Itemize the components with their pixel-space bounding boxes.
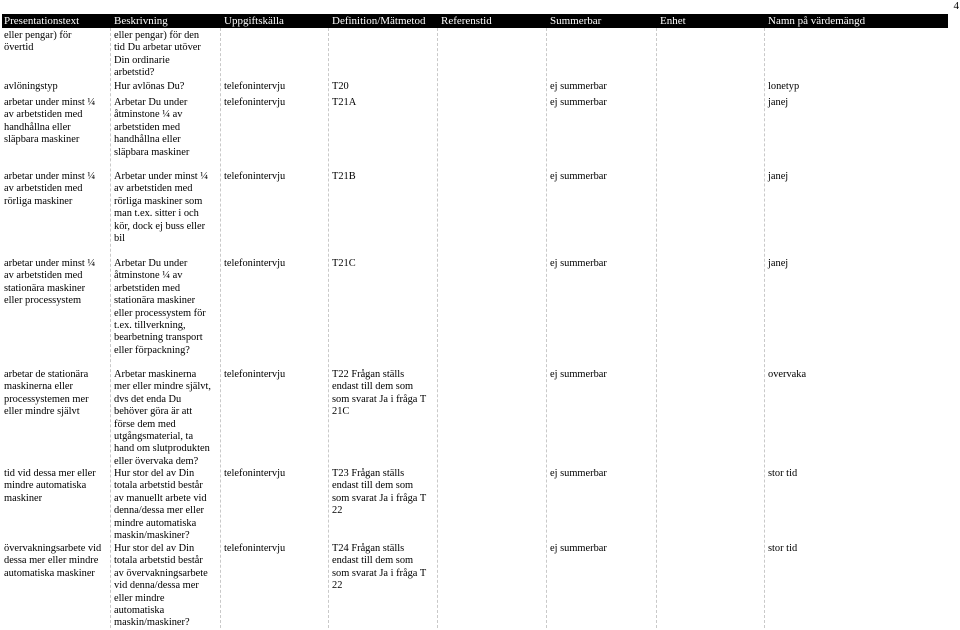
table-cell: T21B	[332, 171, 356, 182]
header-namn-pa-vardemangd: Namn på värdemängd	[768, 15, 866, 27]
table-cell: stor tid	[768, 468, 798, 479]
table-cell: tid vid dessa mer eller mindre automatiska maskiner	[4, 468, 96, 504]
table-cell: telefonintervju	[224, 97, 286, 108]
column-divider	[546, 28, 547, 628]
header-enhet: Enhet	[660, 15, 686, 27]
table-cell: T21C	[332, 258, 356, 269]
table-cell: arbetar de stationära maskinerna eller processystemen mer eller mindre självt	[4, 369, 89, 418]
table-cell: Arbetar maskinerna mer eller mindre självt, dvs det enda Du behöver göra är att förse dem med utgångsmaterial, ta hand om slutprodukten eller övervaka dem?	[114, 369, 211, 467]
table-cell: T23 Frågan ställs endast till dem som som svarat Ja i fråga T 22	[332, 468, 427, 517]
table-cell: lonetyp	[768, 81, 800, 92]
table-cell: ej summerbar	[550, 81, 607, 92]
table-cell: Hur stor del av Din totala arbetstid består av manuellt arbete vid denna/dessa mer eller mindre automatiska maskin/maskiner?	[114, 468, 207, 542]
table-cell: avlöningstyp	[4, 81, 58, 92]
table-cell: janej	[768, 171, 789, 182]
table-cell: T24 Frågan ställs endast till dem som som svarat Ja i fråga T 22	[332, 543, 427, 592]
column-divider	[328, 28, 329, 628]
header-uppgiftskalla: Uppgiftskälla	[224, 15, 284, 27]
table-cell: Hur stor del av Din totala arbetstid består av övervakningsarbete vid denna/dessa mer eller mindre automatiska maskin/maskiner?	[114, 543, 208, 629]
page-number: 4	[953, 0, 959, 12]
column-divider	[110, 28, 111, 628]
table-cell: janej	[768, 258, 789, 269]
table-cell: Hur avlönas Du?	[114, 81, 185, 92]
table-cell: arbetar under minst ¼ av arbetstiden med stationära maskiner eller processystem	[4, 258, 96, 307]
header-definition: Definition/Mätmetod	[332, 15, 426, 27]
table-cell: eller pengar) för den tid Du arbetar utöver Din ordinarie arbetstid?	[114, 30, 201, 79]
header-presentationstext: Presentationstext	[4, 15, 80, 27]
header-summerbar: Summerbar	[550, 15, 602, 27]
table-cell: overvaka	[768, 369, 807, 380]
table-cell: telefonintervju	[224, 81, 286, 92]
table-cell: ej summerbar	[550, 258, 607, 269]
table-cell: Arbetar Du under åtminstone ¼ av arbetstiden med handhållna eller släpbara maskiner	[114, 97, 190, 158]
table-cell: T20	[332, 81, 349, 92]
table-cell: telefonintervju	[224, 258, 286, 269]
column-divider	[220, 28, 221, 628]
table-cell: telefonintervju	[224, 543, 286, 554]
table-cell: telefonintervju	[224, 171, 286, 182]
table-cell: ej summerbar	[550, 97, 607, 108]
table-cell: ej summerbar	[550, 369, 607, 380]
column-divider	[437, 28, 438, 628]
table-cell: telefonintervju	[224, 369, 286, 380]
table-cell: telefonintervju	[224, 468, 286, 479]
table-cell: T22 Frågan ställs endast till dem som som svarat Ja i fråga T 21C	[332, 369, 427, 418]
table-cell: ej summerbar	[550, 543, 607, 554]
column-divider	[764, 28, 765, 628]
table-cell: stor tid	[768, 543, 798, 554]
table-cell: janej	[768, 97, 789, 108]
table-cell: Arbetar under minst ¼ av arbetstiden med rörliga maskiner som man t.ex. sitter i och kör, dock ej buss eller bil	[114, 171, 209, 245]
column-divider	[656, 28, 657, 628]
table-cell: T21A	[332, 97, 357, 108]
header-beskrivning: Beskrivning	[114, 15, 168, 27]
table-cell: Arbetar Du under åtminstone ¼ av arbetstiden med stationära maskiner eller processystem för t.ex. tillverkning, bearbetning transport eller förpackning?	[114, 258, 206, 356]
table-cell: arbetar under minst ¼ av arbetstiden med handhållna eller släpbara maskiner	[4, 97, 96, 146]
header-referenstid: Referenstid	[441, 15, 492, 27]
table-cell: övervakningsarbete vid dessa mer eller mindre automatiska maskiner	[4, 543, 102, 579]
table-cell: eller pengar) för övertid	[4, 30, 72, 54]
table-cell: ej summerbar	[550, 468, 607, 479]
table-cell: arbetar under minst ¼ av arbetstiden med rörliga maskiner	[4, 171, 96, 207]
table-cell: ej summerbar	[550, 171, 607, 182]
